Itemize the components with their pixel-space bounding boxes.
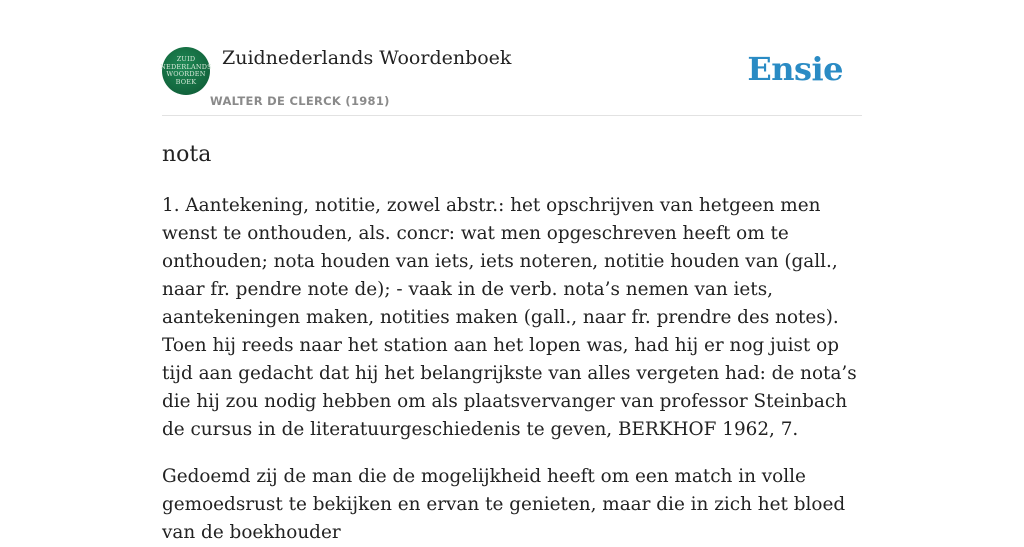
definition-paragraph: 1. Aantekening, notitie, zowel abstr.: het opschrijven van hetgeen men wenst te onthouden, als. concr: wat men opgeschreven heeft om te onthouden; nota houden van iets, iets noteren, notitie houden van (gall., naar fr. pendre note de); - vaak in de verb. nota’s nemen van iets, aantekeningen maken, notities maken (gall., naar fr. prendre des notes). Toen hij reeds naar het station aan het lopen was, had hij er nog juist op tijd aan gedacht dat hij het belangrijkste van alles vergeten had: de nota’s die hij zou nodig hebben om als plaatsvervanger van professor Steinbach de cursus in de literatuurgeschiedenis te geven, BERKHOF 1962, 7. xyxy=(162,195,857,440)
definition-paragraph: Gedoemd zij de man die de mogelijkheid heeft om een match in volle gemoedsrust te bekijken en ervan te genieten, maar die in zich het bloed van de boekhouder xyxy=(162,466,846,543)
header xyxy=(162,0,862,116)
book-title-link[interactable]: Zuidnederlands Woordenboek xyxy=(222,47,512,69)
content-container xyxy=(160,0,862,543)
ensie-brand-logo[interactable]: Ensie xyxy=(747,50,843,88)
entry-term: nota xyxy=(162,142,212,167)
book-author: WALTER DE CLERCK (1981) xyxy=(210,94,390,108)
book-logo[interactable] xyxy=(162,47,210,95)
book-logo-text: ZUID NEDERLANDS WOORDEN BOEK xyxy=(160,55,212,86)
